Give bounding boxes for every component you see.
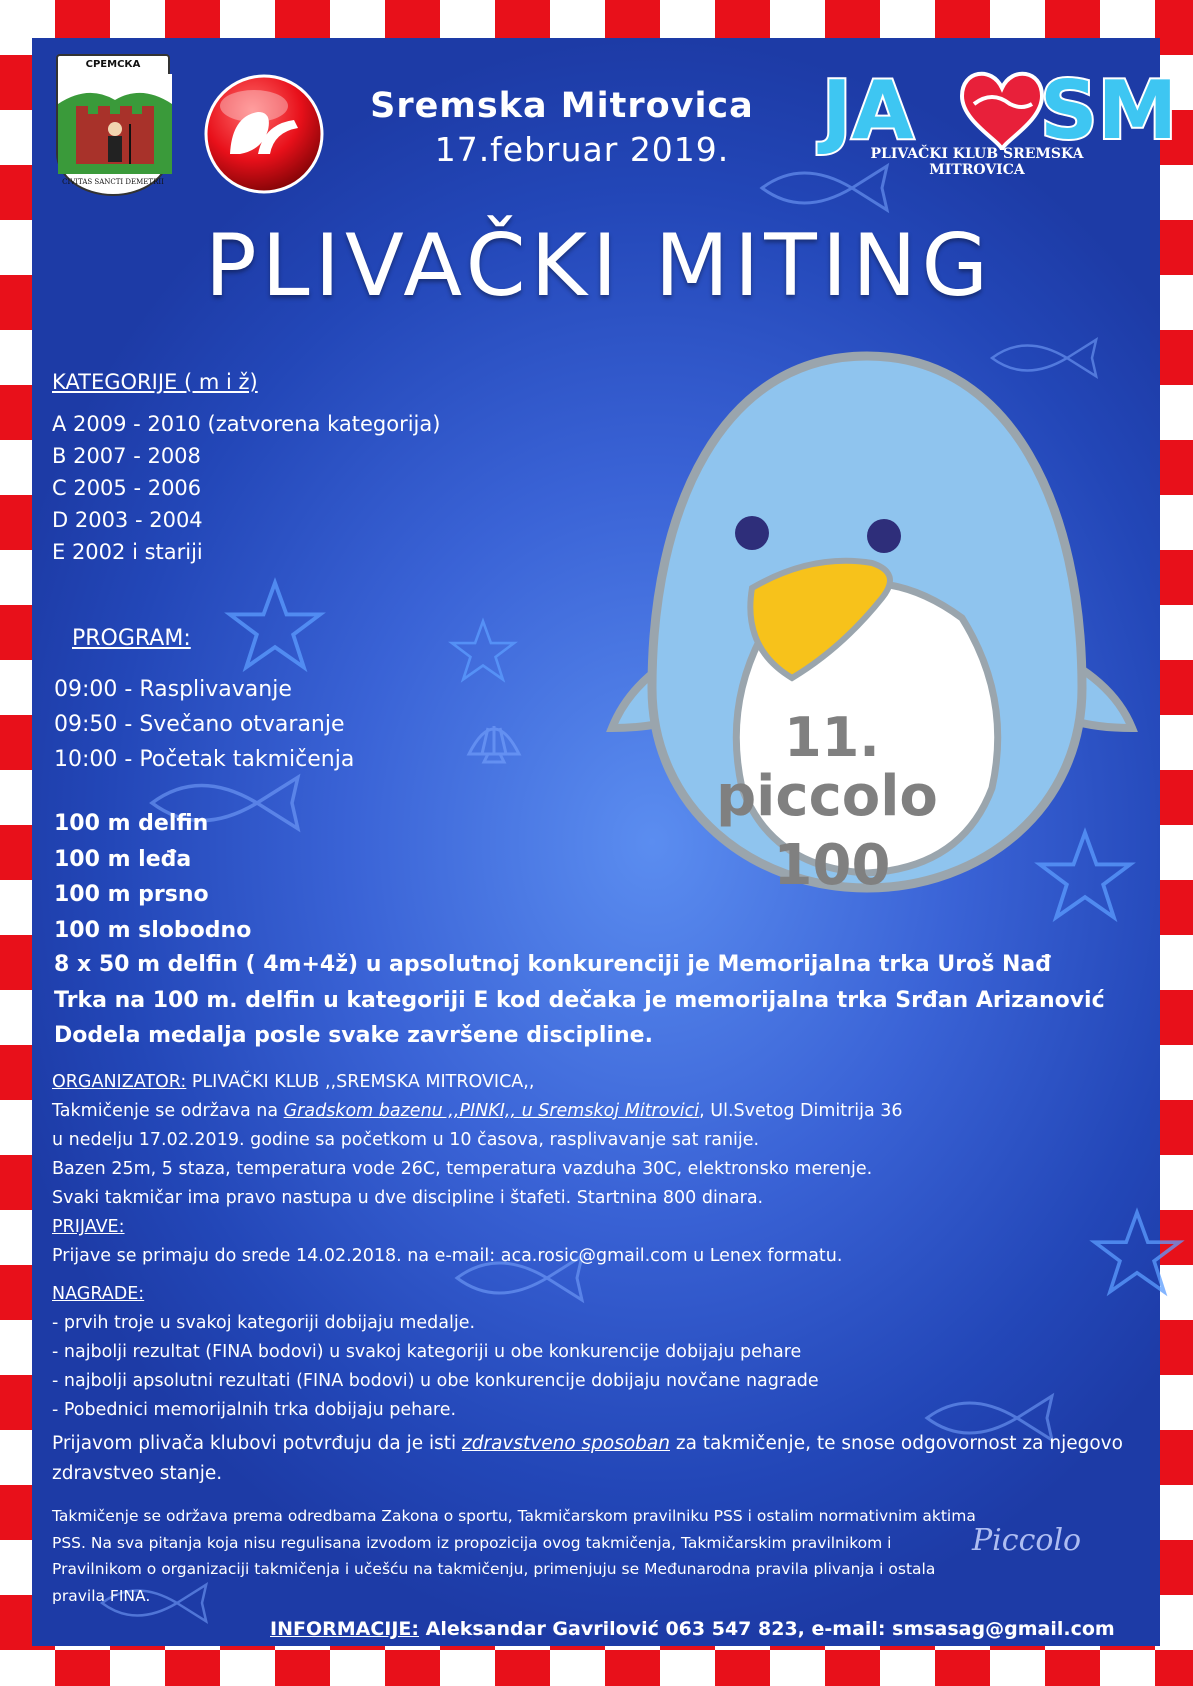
crest-emblem-icon: [58, 74, 172, 174]
contact-text[interactable]: Aleksandar Gavrilović 063 547 823, e-mail: smsasag@gmail.com: [419, 1618, 1115, 1640]
star-outline-icon: [450, 618, 516, 684]
relay-info: [54, 947, 1144, 1054]
list-item: Svaki takmičar ima pravo nastupa u dve discipline i štafeti. Startnina 800 dinara.: [52, 1188, 764, 1208]
list-item: Bazen 25m, 5 staza, temperatura vode 26C, temperatura vazduha 30C, elektronsko merenje.: [52, 1159, 873, 1179]
list-item: - najbolji apsolutni rezultati (FINA bodovi) u obe konkurencije dobijaju novčane nagrade: [52, 1371, 819, 1391]
health-notice: [52, 1429, 1142, 1489]
penguin-event-name: piccolo: [716, 764, 938, 829]
venue-link[interactable]: Gradskom bazenu ,,PINKI,, u Sremskoj Mitrovici: [283, 1101, 700, 1121]
health-prefix: Prijavom plivača klubovi potvrđuju da je isti: [52, 1433, 463, 1454]
list-item: E 2002 i stariji: [52, 540, 203, 564]
svg-text:JA: JA: [822, 64, 914, 157]
list-item: 8 x 50 m delfin ( 4m+4ž) u apsolutnoj konkurenciji je Memorijalna trka Uroš Nađ: [54, 952, 1051, 977]
svg-text:SM: SM: [1040, 64, 1178, 157]
organizer-section: [52, 1068, 1142, 1271]
piccolo-signature: Piccolo: [972, 1523, 1082, 1558]
program-heading: PROGRAM:: [72, 626, 191, 651]
organizer-label: ORGANIZATOR:: [52, 1072, 187, 1092]
awards-section: [52, 1280, 1142, 1425]
program-schedule: [54, 672, 354, 777]
list-item: C 2005 - 2006: [52, 476, 202, 500]
health-link[interactable]: zdravstveno sposoban: [462, 1433, 670, 1454]
penguin-edition-number: 11.: [784, 706, 880, 769]
list-item: u nedelju 17.02.2019. godine sa početkom u 10 časova, rasplivavanje sat ranije.: [52, 1130, 760, 1150]
awards-label: NAGRADE:: [52, 1284, 145, 1304]
dc-sponsor-logo: [202, 72, 326, 196]
contact-label: INFORMACIJE:: [270, 1618, 420, 1640]
categories-heading: KATEGORIJE ( m i ž): [52, 370, 258, 394]
star-outline-icon: [227, 578, 323, 674]
list-item: - Pobednici memorijalnih trka dobijaju pehare.: [52, 1400, 457, 1420]
list-item: - prvih troje u svakoj kategoriji dobijaju medalje.: [52, 1313, 476, 1333]
venue-prefix: Takmičenje se održava na: [52, 1101, 284, 1121]
list-item: 100 m slobodno: [54, 917, 252, 943]
crest-top-text: СРЕМСКА: [85, 59, 141, 70]
organizer-line: [52, 1068, 1142, 1097]
registration-label: PRIJAVE:: [52, 1217, 125, 1237]
page-title: PLIVAČKI MITING: [204, 216, 994, 316]
legal-notice: Takmičenje se održava prema odredbama Zakona o sportu, Takmičarskom pravilniku PSS i ostalim normativnim aktima PSS. Na sva pitanja koja nisu regulisana izvodom iz propozicija ovog takmičenja, Takmičarskim pravilnikom i Pravilnikom o organizaciji takmičenja i učešću na takmičenju, primenjuju se Međunarodna pravila plivanja i ostala pravila FINA.: [52, 1507, 976, 1605]
penguin-distance: 100: [773, 833, 891, 898]
organizer-name: PLIVAČKI KLUB ,,SREMSKA MITROVICA,,: [186, 1072, 535, 1092]
list-item: 100 m delfin: [54, 811, 209, 836]
health-suffix: za takmičenje, te snose odgovornost za njegovo zdravstveo stanje.: [52, 1433, 1123, 1484]
list-item: A 2009 - 2010 (zatvorena kategorija): [52, 412, 441, 436]
list-item: - najbolji rezultat (FINA bodovi) u svakoj kategoriji u obe konkurencije dobijaju pehare: [52, 1342, 802, 1362]
venue-suffix: , Ul.Svetog Dimitrija 36: [699, 1101, 903, 1121]
venue-line: [52, 1097, 1142, 1126]
crest-bottom-text: CIVITAS SANCTI DEMETRII: [62, 178, 164, 186]
list-item: 09:50 - Svečano otvaranje: [54, 712, 345, 737]
list-item: Trka na 100 m. delfin u kategoriji E kod dečaka je memorijalna trka Srđan Arizanović: [54, 987, 1105, 1013]
city-crest-logo: [56, 54, 170, 196]
list-item: 10:00 - Početak takmičenja: [54, 747, 355, 772]
list-item: D 2003 - 2004: [52, 508, 203, 532]
categories-list: [52, 408, 440, 568]
list-item: Dodela medalja posle svake završene discipline.: [54, 1023, 653, 1048]
event-date: 17.februar 2019.: [434, 130, 730, 169]
shell-outline-icon: [464, 714, 524, 770]
list-item: B 2007 - 2008: [52, 444, 201, 468]
list-item: 09:00 - Rasplivavanje: [54, 677, 292, 702]
poster: [32, 38, 1178, 1646]
club-name: PLIVAČKI KLUB SREMSKA MITROVICA: [870, 146, 1084, 178]
event-city: Sremska Mitrovica: [370, 86, 754, 126]
disciplines-list: [54, 806, 251, 948]
registration-text: Prijave se primaju do srede 14.02.2018. na e-mail: aca.rosic@gmail.com u Lenex formatu.: [52, 1246, 843, 1266]
contact-info: [270, 1618, 1150, 1640]
list-item: 100 m leđa: [54, 846, 192, 872]
list-item: 100 m prsno: [54, 882, 209, 907]
